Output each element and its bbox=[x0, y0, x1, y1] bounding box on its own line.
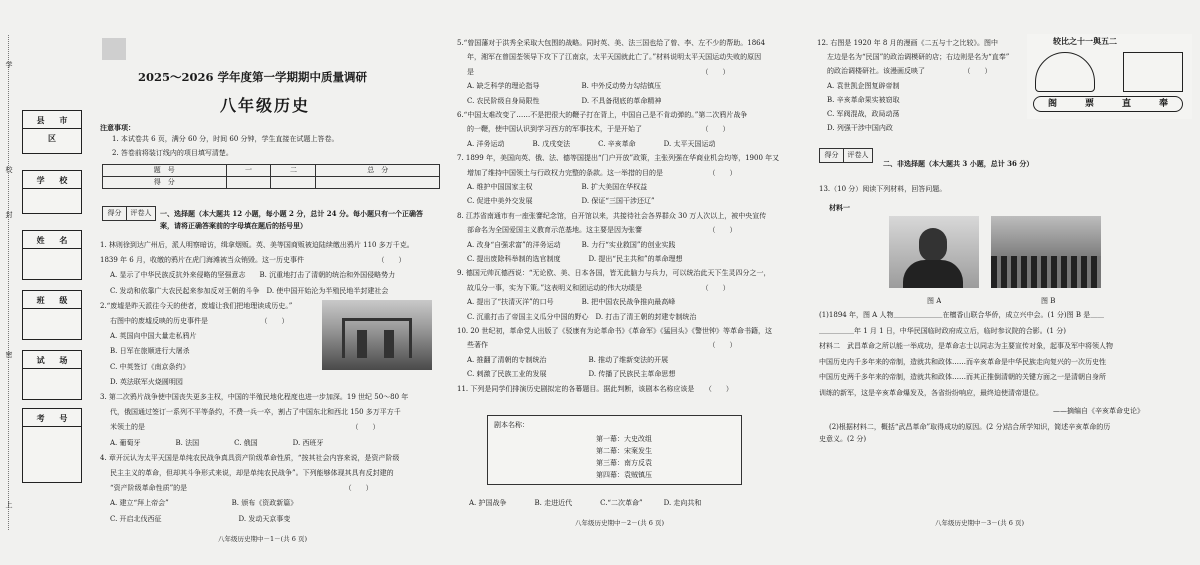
question-line: 的一鞭，使中国认识到学习西方的军事技术，于是开始了 （ ） bbox=[467, 125, 730, 134]
question-line: A. 袁世凯企图复辟帝制 bbox=[827, 81, 900, 90]
page3-footer: 八年级历史期中－3－(共 6 页) bbox=[935, 519, 1024, 527]
grader-score: 得分 bbox=[820, 149, 844, 162]
cartoon-char: 奉 bbox=[1158, 99, 1168, 109]
question-line: 11. 下列是同学们排演历史剧拟定的各幕题目。据此判断，该剧本名称应该是 （ ） bbox=[457, 384, 733, 393]
script-title: 剧本名称： bbox=[494, 421, 529, 429]
question-line: 的政治调楼研社。该漫画反映了 （ ） bbox=[827, 67, 992, 76]
question-line: 2.“废墟是昨天派往今天的使者，废墟让我们把地理读成历史。” bbox=[100, 301, 293, 310]
section2-title: 二、非选择题（本大题共 3 小题，总计 36 分） bbox=[883, 159, 1034, 168]
sidebar-mark: 密 bbox=[5, 351, 13, 359]
question-line: D. 英法联军火烧圆明园 bbox=[110, 377, 183, 386]
school-box[interactable] bbox=[22, 170, 82, 214]
exam-room-box[interactable] bbox=[22, 350, 82, 400]
question-line: 5.“曾国藩对于洪秀全采取大包围的战略。同时英、美、法三国也给了曾、李、左不少的帮助。1864 bbox=[457, 39, 766, 47]
question-line: “资产阶级革命性质”的是 （ ） bbox=[110, 484, 373, 493]
question-line: (1)1894 年，图 A 人物＿＿＿＿＿＿＿在檀香山联合华侨，成立兴中会。(1 分)图 B 是＿＿ bbox=[819, 311, 1105, 319]
section1-title: 一、选择题（本大题共 12 小题，每小题 2 分，总计 24 分。每小题只有一个正确答 bbox=[160, 209, 423, 218]
question-line: 9. 德国元帅瓦德西说：“无论欧、美、日本各国，皆无此脑力与兵力，可以统治此天下生灵四分之一， bbox=[457, 269, 771, 278]
score-header: 总 分 bbox=[316, 165, 440, 177]
script-act: 第二幕：宋案发生 bbox=[596, 447, 652, 455]
name-box[interactable] bbox=[22, 230, 82, 280]
question-line: 故瓜分一事，实为下策。”这表明义和团运动的伟大功绩是 （ ） bbox=[467, 283, 730, 292]
question-line: C. 农民阶级自身局限性 D. 不具备彻底的革命精神 bbox=[467, 96, 662, 105]
figure-a-caption: 图 A bbox=[927, 297, 942, 305]
exam-room-label: 试 场 bbox=[23, 351, 81, 369]
question-line: C. 提出废除科举制的选官制度 D. 提出“民主共和”的革命理想 bbox=[467, 255, 683, 263]
question-line: 12. 右图是 1920 年 8 月的漫画《二五与十之比较》。图中 bbox=[817, 39, 999, 47]
question-line: A. 英国向中国大量走私鸦片 bbox=[110, 332, 197, 341]
question-line: C. 沉重打击了帝国主义瓜分中国的野心 D. 打击了清王朝的封建专制统治 bbox=[467, 312, 697, 321]
question-line: 3. 第二次鸦片战争使中国丧失更多主权，中国的半殖民地化程度也进一步加深。19 世纪 50～80 年 bbox=[100, 393, 409, 401]
grader-name: 评卷人 bbox=[847, 151, 869, 159]
question-line: 8. 江苏省南通市有一座张謇纪念馆，自开馆以来，共接待社会各界群众 30 万人次以上，被中央宣传 bbox=[457, 211, 767, 220]
ruins-photo bbox=[322, 300, 432, 370]
question-line: 米领土的是 （ ） bbox=[110, 423, 380, 432]
figure-a-portrait bbox=[889, 216, 979, 288]
barcode-placeholder bbox=[102, 38, 126, 60]
score-cell[interactable] bbox=[271, 177, 316, 189]
notes-item: 1. 本试卷共 6 页，满分 60 分，时间 60 分钟，学生直接在试题上答卷。 bbox=[112, 135, 339, 143]
notes-item: 2. 答卷前将装订线内的项目填写清楚。 bbox=[112, 149, 233, 157]
cartoon-caption: 较比之十一與五二 bbox=[1053, 36, 1117, 46]
sidebar-mark: 学 bbox=[5, 61, 13, 69]
question-line: 年，湘军在曾国荃领导下攻下了江南京，太平天国就此亡了。”材料说明太平天国运动失败的原因 bbox=[467, 53, 762, 62]
question-line: 10. 20 世纪初，革命党人出版了《驳康有为论革命书》《革命军》《猛回头》《警世钟》等革命书籍，这 bbox=[457, 327, 772, 335]
question-line: A. 改身“自强求富”的洋务运动 B. 力行“实业救国”的创业实践 bbox=[467, 240, 676, 249]
question-line: 4. 章开沅认为太平天国是单纯农民战争真具资产阶级革命性质，“按其社会内容来说，是资产阶级 bbox=[100, 453, 400, 462]
question-line: A. 建立“拜上帝会” B. 颁布《资政新篇》 bbox=[110, 499, 298, 508]
question-line: A. 葡萄牙 B. 法国 C. 俄国 D. 西班牙 bbox=[110, 438, 324, 447]
name-label: 姓 名 bbox=[23, 231, 81, 249]
score-header: 一 bbox=[226, 165, 271, 177]
question-line: A. 维护中国国家主权 B. 扩大美国在华权益 bbox=[467, 183, 648, 191]
question-line: A. 缺乏科学的理论指导 B. 中外反动势力勾结镇压 bbox=[467, 82, 662, 91]
score-cell[interactable] bbox=[226, 177, 271, 189]
page-3 bbox=[815, 0, 1195, 565]
script-act: 第三幕：南方反袁 bbox=[596, 459, 652, 467]
question-line: A. 提出了“扶清灭洋”的口号 B. 把中国农民战争推向最高峰 bbox=[467, 298, 676, 307]
cartoon-char: 票 bbox=[1084, 99, 1094, 109]
section1-title-cont: 案，请将正确答案前的字母填在题后的括号里） bbox=[160, 221, 307, 230]
score-header: 题 号 bbox=[103, 165, 227, 177]
cartoon-right-shop bbox=[1123, 52, 1183, 92]
page1-footer: 八年级历史期中－1－(共 6 页) bbox=[218, 535, 307, 543]
grader-name: 评卷人 bbox=[130, 209, 152, 217]
grader-score: 得分 bbox=[103, 207, 127, 220]
question-line: 右图中的废墟反映的历史事件是 （ ） bbox=[110, 317, 289, 325]
question-line: 左边是名为“民国”的政治调模研的店；右边则是名为“直奉” bbox=[827, 53, 1010, 62]
question-line: B. 日军在旅顺进行大屠杀 bbox=[110, 347, 190, 356]
question-line: C. 开启北伐西征 D. 发动天京事变 bbox=[110, 514, 291, 523]
sidebar-mark: 上 bbox=[5, 501, 13, 509]
question-line: 训练的新军，这是辛亥革命爆发及，各省纷纷响应，最终迫使清帝退位。 bbox=[819, 389, 1043, 397]
question-line: 部命名为全国爱国主义教育示范基地。这主要是因为张謇 （ ） bbox=[467, 226, 737, 235]
page-1 bbox=[98, 0, 443, 565]
question-line: 中国历史两千多年来的帝制，造就共和政体……而其正推倒清朝的关键方面之一是清朝自身所 bbox=[819, 373, 1106, 382]
source-note: ——摘编自《辛亥革命史论》 bbox=[1053, 407, 1144, 415]
script-act: 第一幕：大史改组 bbox=[596, 435, 652, 443]
figure-b-caption: 图 B bbox=[1041, 297, 1056, 305]
page-2 bbox=[455, 0, 800, 565]
question-line: 6.“中国太难改变了……不是把很大的鞭子打在背上，中国自己是不肯动弹的。”第二次鸦片战争 bbox=[457, 111, 748, 119]
sidebar-mark: 校 bbox=[5, 166, 13, 174]
sidebar-mark: 封 bbox=[5, 211, 13, 219]
class-box[interactable] bbox=[22, 290, 82, 340]
script-box bbox=[487, 415, 742, 485]
class-label: 班 级 bbox=[23, 291, 81, 309]
notes-title: 注意事项： bbox=[100, 123, 135, 132]
cartoon-char: 阁 bbox=[1047, 99, 1057, 109]
question-line: A. 洋务运动 B. 戊戌变法 C. 辛亥革命 D. 太平天国运动 bbox=[467, 139, 716, 148]
binding-sidebar bbox=[0, 0, 92, 565]
question-line: A. 显示了中华民族反抗外来侵略的坚强意志 B. 沉重地打击了清朝的统治和外国侵略势力 bbox=[110, 271, 396, 280]
school-label: 学 校 bbox=[23, 171, 81, 189]
question-line: 7. 1899 年，美国向英、俄、法、德等国提出“门户开放”政策，主张列强在华商业机会均等，1900 年又 bbox=[457, 154, 780, 163]
exam-subject: 八年级历史 bbox=[220, 96, 311, 115]
cartoon-image bbox=[1027, 34, 1192, 119]
material1-label: 材料一 bbox=[829, 203, 850, 212]
question-line: 是 （ ） bbox=[467, 67, 730, 76]
question-line: 代，俄国通过签订一系列不平等条约，不费一兵一卒，割占了中国东北和西北 150 多万平方千 bbox=[110, 408, 401, 417]
question-line: 些著作 （ ） bbox=[467, 341, 737, 350]
exam-number-label: 考 号 bbox=[23, 409, 81, 427]
binding-holes bbox=[8, 35, 16, 530]
question-line: 材料二 武昌革命之所以能一举成功，是革命志士以同志为主要宣传对象，起事及军中将领人物 bbox=[819, 342, 1113, 351]
q13b-line: 史意义。(2 分) bbox=[819, 435, 867, 443]
exam-title: 2025～2026 学年度第一学期期中质量调研 bbox=[138, 70, 368, 84]
figure-b-group-photo bbox=[991, 216, 1101, 288]
question-line: B. 辛亥革命果实被窃取 bbox=[827, 95, 900, 104]
county-label: 县 市 区 bbox=[23, 111, 81, 129]
q11-options: A. 护国战争 B. 走进近代 C.“二次革命” D. 走向共和 bbox=[469, 499, 702, 507]
question-line: 增加了维持中国领土与行政权力完整的条款。这一举措的目的是 （ ） bbox=[467, 168, 737, 177]
score-table bbox=[102, 164, 440, 189]
exam-number-box[interactable] bbox=[22, 408, 82, 483]
cartoon-left-shop bbox=[1035, 52, 1095, 92]
grader-box-2 bbox=[819, 148, 873, 163]
score-header: 二 bbox=[271, 165, 316, 177]
question-line: C. 刺激了民族工业的发展 D. 传播了民族民主革命思想 bbox=[467, 370, 676, 379]
question-line: D. 列强干涉中国内政 bbox=[827, 124, 893, 133]
q13-title: 13.（10 分）阅读下列材料，回答问题。 bbox=[819, 185, 947, 193]
question-line: 民主主义的革命，但却其斗争形式来说，却是单纯农民战争”。下列能够体现其具有反封建的 bbox=[110, 469, 394, 477]
q13b-line: (2)根据材料二，概括“武昌革命”取得成功的原因。(2 分)结合所学知识，简述辛亥革命的历 bbox=[829, 423, 1111, 431]
question-line: 1839 年 6 月，收缴的鸦片在虎门海滩被当众销毁。这一历史事件 （ ） bbox=[100, 256, 406, 265]
cartoon-signboard bbox=[1033, 96, 1183, 112]
question-line: C. 促进中美外交发展 D. 保证“三国干涉还辽” bbox=[467, 197, 655, 206]
script-act: 第四幕：袁贼镇压 bbox=[596, 471, 652, 479]
question-line: 中国历史内千多年来的帝制，造就共和政体……而辛亥革命是中华民族走向复兴的一次历史性 bbox=[819, 357, 1106, 366]
cartoon-char: 直 bbox=[1121, 99, 1131, 109]
question-line: C. 军阀混战，政局动荡 bbox=[827, 110, 900, 118]
county-box[interactable] bbox=[22, 110, 82, 154]
grader-box bbox=[102, 206, 156, 221]
question-line: C. 发动和依靠广大农民起来参加反对王朝的斗争 D. 使中国开始沦为半殖民地半封建社会 bbox=[110, 286, 389, 295]
page2-footer: 八年级历史期中－2－(共 6 页) bbox=[575, 519, 664, 527]
question-line: ＿＿＿＿＿年 1 月 1 日，中华民国临时政府成立后，临时参议院的合影。(1 分) bbox=[819, 326, 1066, 335]
score-label: 得 分 bbox=[103, 177, 227, 189]
score-cell[interactable] bbox=[316, 177, 440, 189]
question-line: 1. 林则徐到达广州后，派人明察暗访，缉拿烟贩。英、美等国商贩被迫陆续缴出鸦片 110 多万千克。 bbox=[100, 241, 414, 249]
question-line: A. 推翻了清朝的专制统治 B. 推动了维新变法的开展 bbox=[467, 355, 669, 364]
question-line: C. 中英签订《南京条约》 bbox=[110, 362, 190, 371]
